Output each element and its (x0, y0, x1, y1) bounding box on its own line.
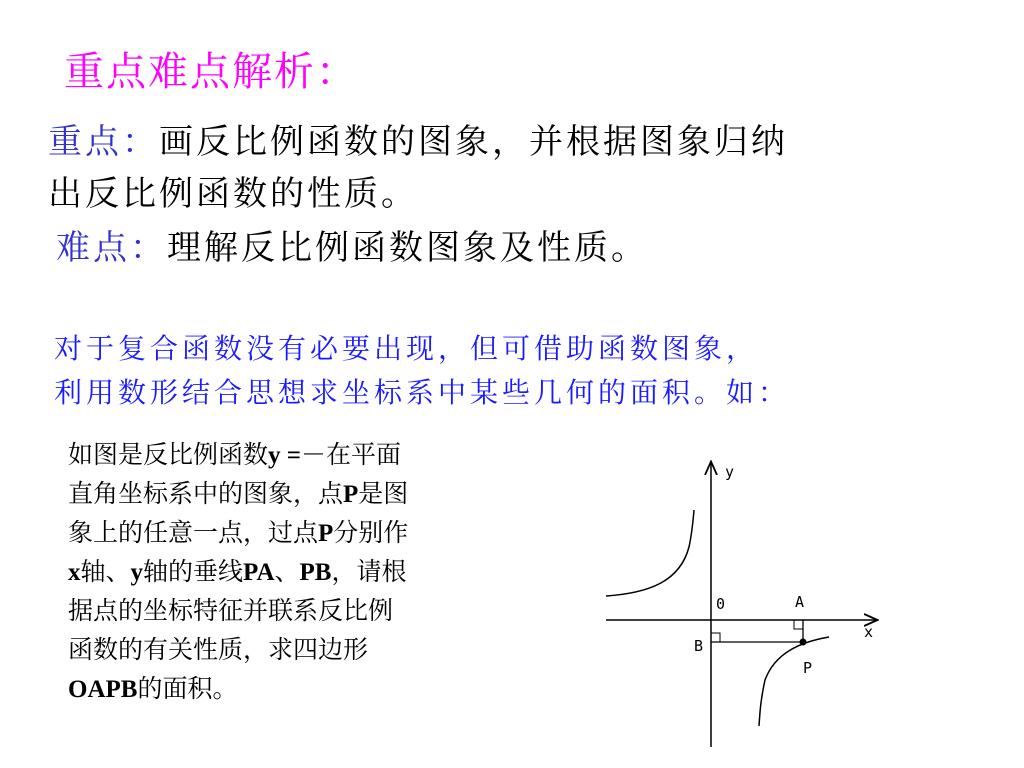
problem-line2: 直角坐标系中的图象，点P是图 (68, 481, 409, 508)
focus-text-line2: 出反比例函数的性质。 (48, 174, 418, 214)
y-axis-label: y (725, 463, 735, 481)
point-b-label: B (694, 637, 704, 655)
point-p (800, 639, 807, 646)
origin-label: 0 (716, 595, 726, 613)
point-p-label: P (803, 659, 813, 677)
focus-label: 重点： (48, 122, 159, 162)
right-angle-b (711, 633, 720, 642)
problem-text (68, 436, 546, 709)
note-line1: 对于复合函数没有必要出现，但可借助函数图象， (54, 332, 759, 365)
problem-line6: 函数的有关性质，求四边形 (68, 637, 369, 664)
x-axis-label: x (864, 623, 874, 641)
note-line2: 利用数形结合思想求坐标系中某些几何的面积。如： (54, 376, 791, 409)
problem-line4: x轴、y轴的垂线PA、PB，请根 (68, 559, 407, 586)
problem-line3: 象上的任意一点，过点P分别作 (68, 520, 409, 547)
difficulty-label: 难点： (56, 228, 167, 268)
focus-text-line1: 画反比例函数的图象，并根据图象归纳 (159, 122, 788, 162)
slide-title: 重点难点解析： (64, 49, 358, 95)
point-a-label: A (795, 593, 805, 611)
hyperbola-graph (600, 455, 900, 750)
difficulty-text: 理解反比例函数图象及性质。 (167, 228, 648, 268)
difficulty-section (56, 222, 648, 274)
note-paragraph (54, 327, 1004, 415)
problem-line7: OAPB的面积。 (68, 676, 238, 703)
problem-line5: 据点的坐标特征并联系反比例 (68, 598, 394, 625)
focus-section (48, 116, 988, 220)
problem-line1: 如图是反比例函数y =－在平面 (68, 442, 402, 469)
hyperbola-branch-left (606, 510, 694, 596)
hyperbola-branch-right (759, 637, 829, 726)
right-angle-a (794, 620, 803, 629)
